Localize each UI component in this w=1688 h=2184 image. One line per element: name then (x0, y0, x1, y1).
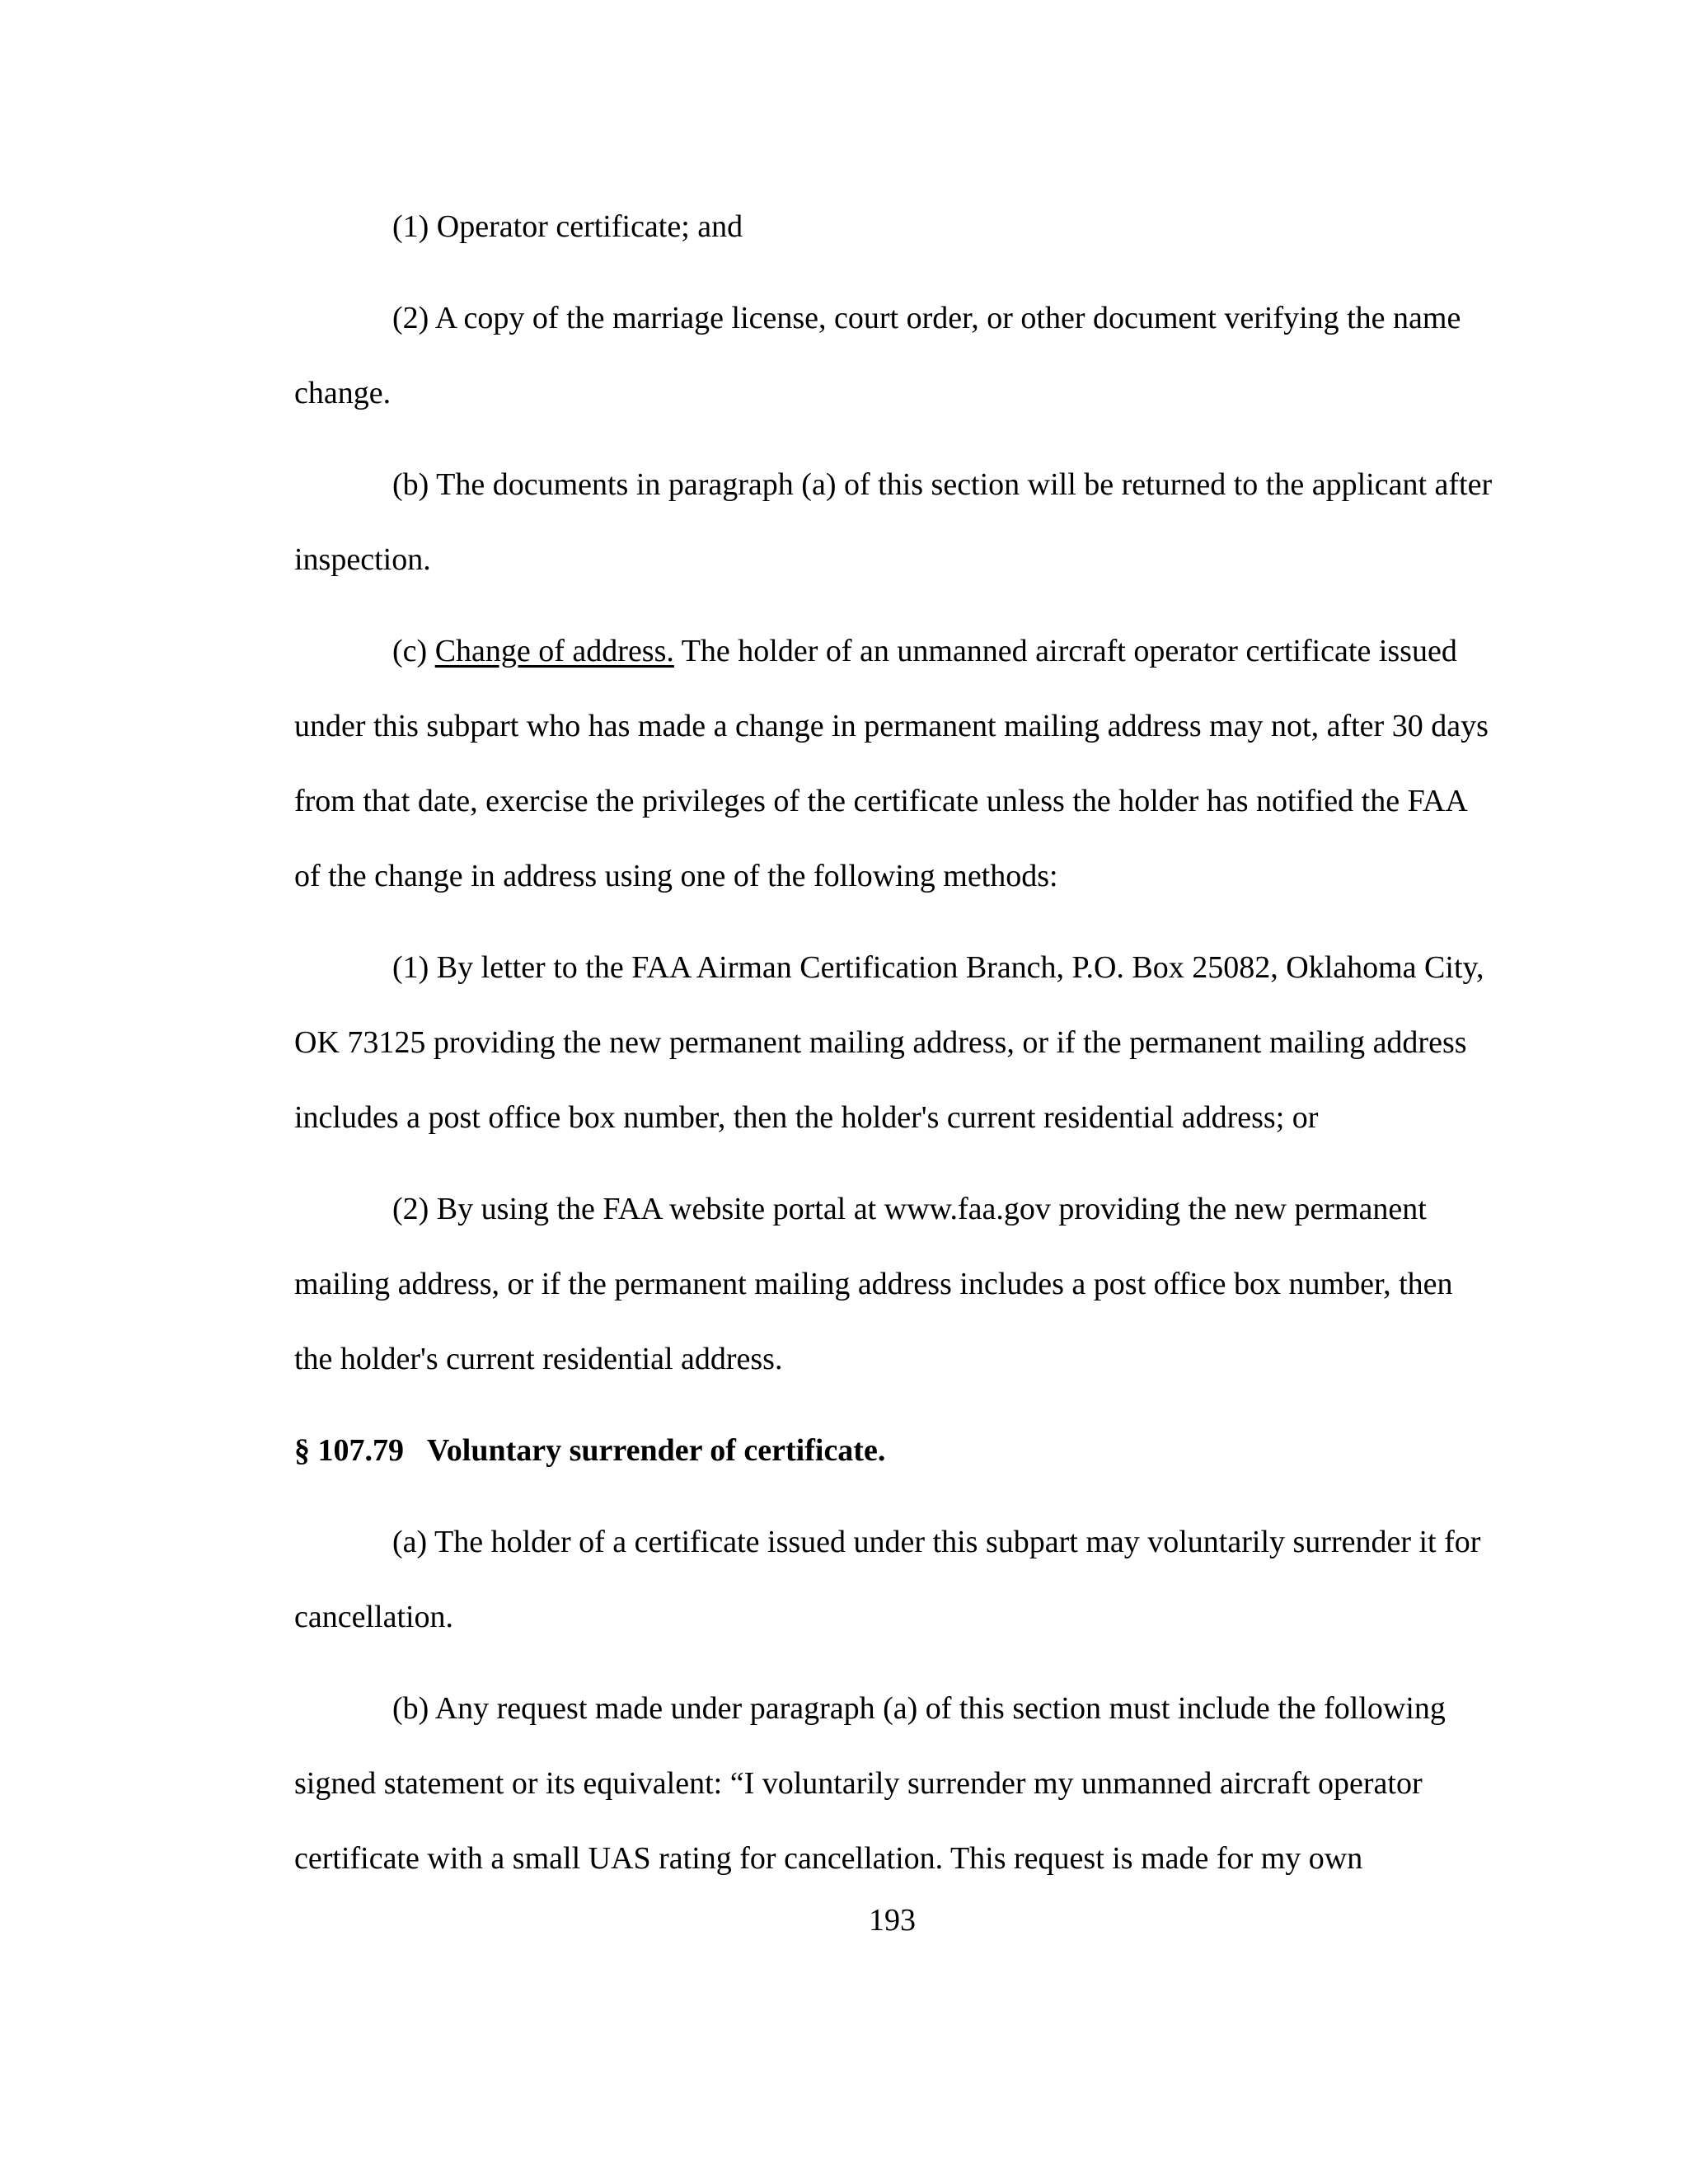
underlined-term-change-of-address: Change of address. (434, 634, 674, 668)
paragraph-operator-certificate: (1) Operator certificate; and (392, 209, 743, 244)
paragraph-name-change-document: (2) A copy of the marriage license, court order, or other document verifying the name change. (294, 301, 1461, 410)
paragraph-voluntary-surrender-b: (b) Any request made under paragraph (a) of this section must include the following signed statement or its equivalent: “I voluntarily surrender my unmanned aircraft operator certificate with a small UAS rating for cancellation. This request is made for my own (294, 1691, 1446, 1876)
paragraph-letter-method: (1) By letter to the FAA Airman Certification Branch, P.O. Box 25082, Oklahoma City, OK 73125 providing the new permanent mailing address, or if the permanent mailing address includes a post office box number, then the holder's current residential address; or (294, 950, 1484, 1135)
paragraph-body: The holder of an unmanned aircraft operator certificate issued under this subpart who has made a change in permanent mailing address may not, after 30 days from that date, exercise the privileges of the certificate unless the holder has notified the FAA of the change in address using one of the following methods: (294, 634, 1489, 893)
paragraph-change-of-address (294, 614, 1498, 914)
section-heading: § 107.79 Voluntary surrender of certificate. (294, 1433, 886, 1468)
paragraph-website-method: (2) By using the FAA website portal at www.faa.gov providing the new permanent mailing address, or if the permanent mailing address includes a post office box number, then the holder's current residential address. (294, 1192, 1453, 1376)
paragraph-label: (c) (392, 634, 435, 668)
document-body (294, 190, 1498, 1913)
paragraph-documents-returned: (b) The documents in paragraph (a) of this section will be returned to the applicant after inspection. (294, 467, 1493, 577)
paragraph-voluntary-surrender-a: (a) The holder of a certificate issued under this subpart may voluntarily surrender it for cancellation. (294, 1525, 1481, 1634)
page-number: 193 (869, 1903, 916, 1938)
